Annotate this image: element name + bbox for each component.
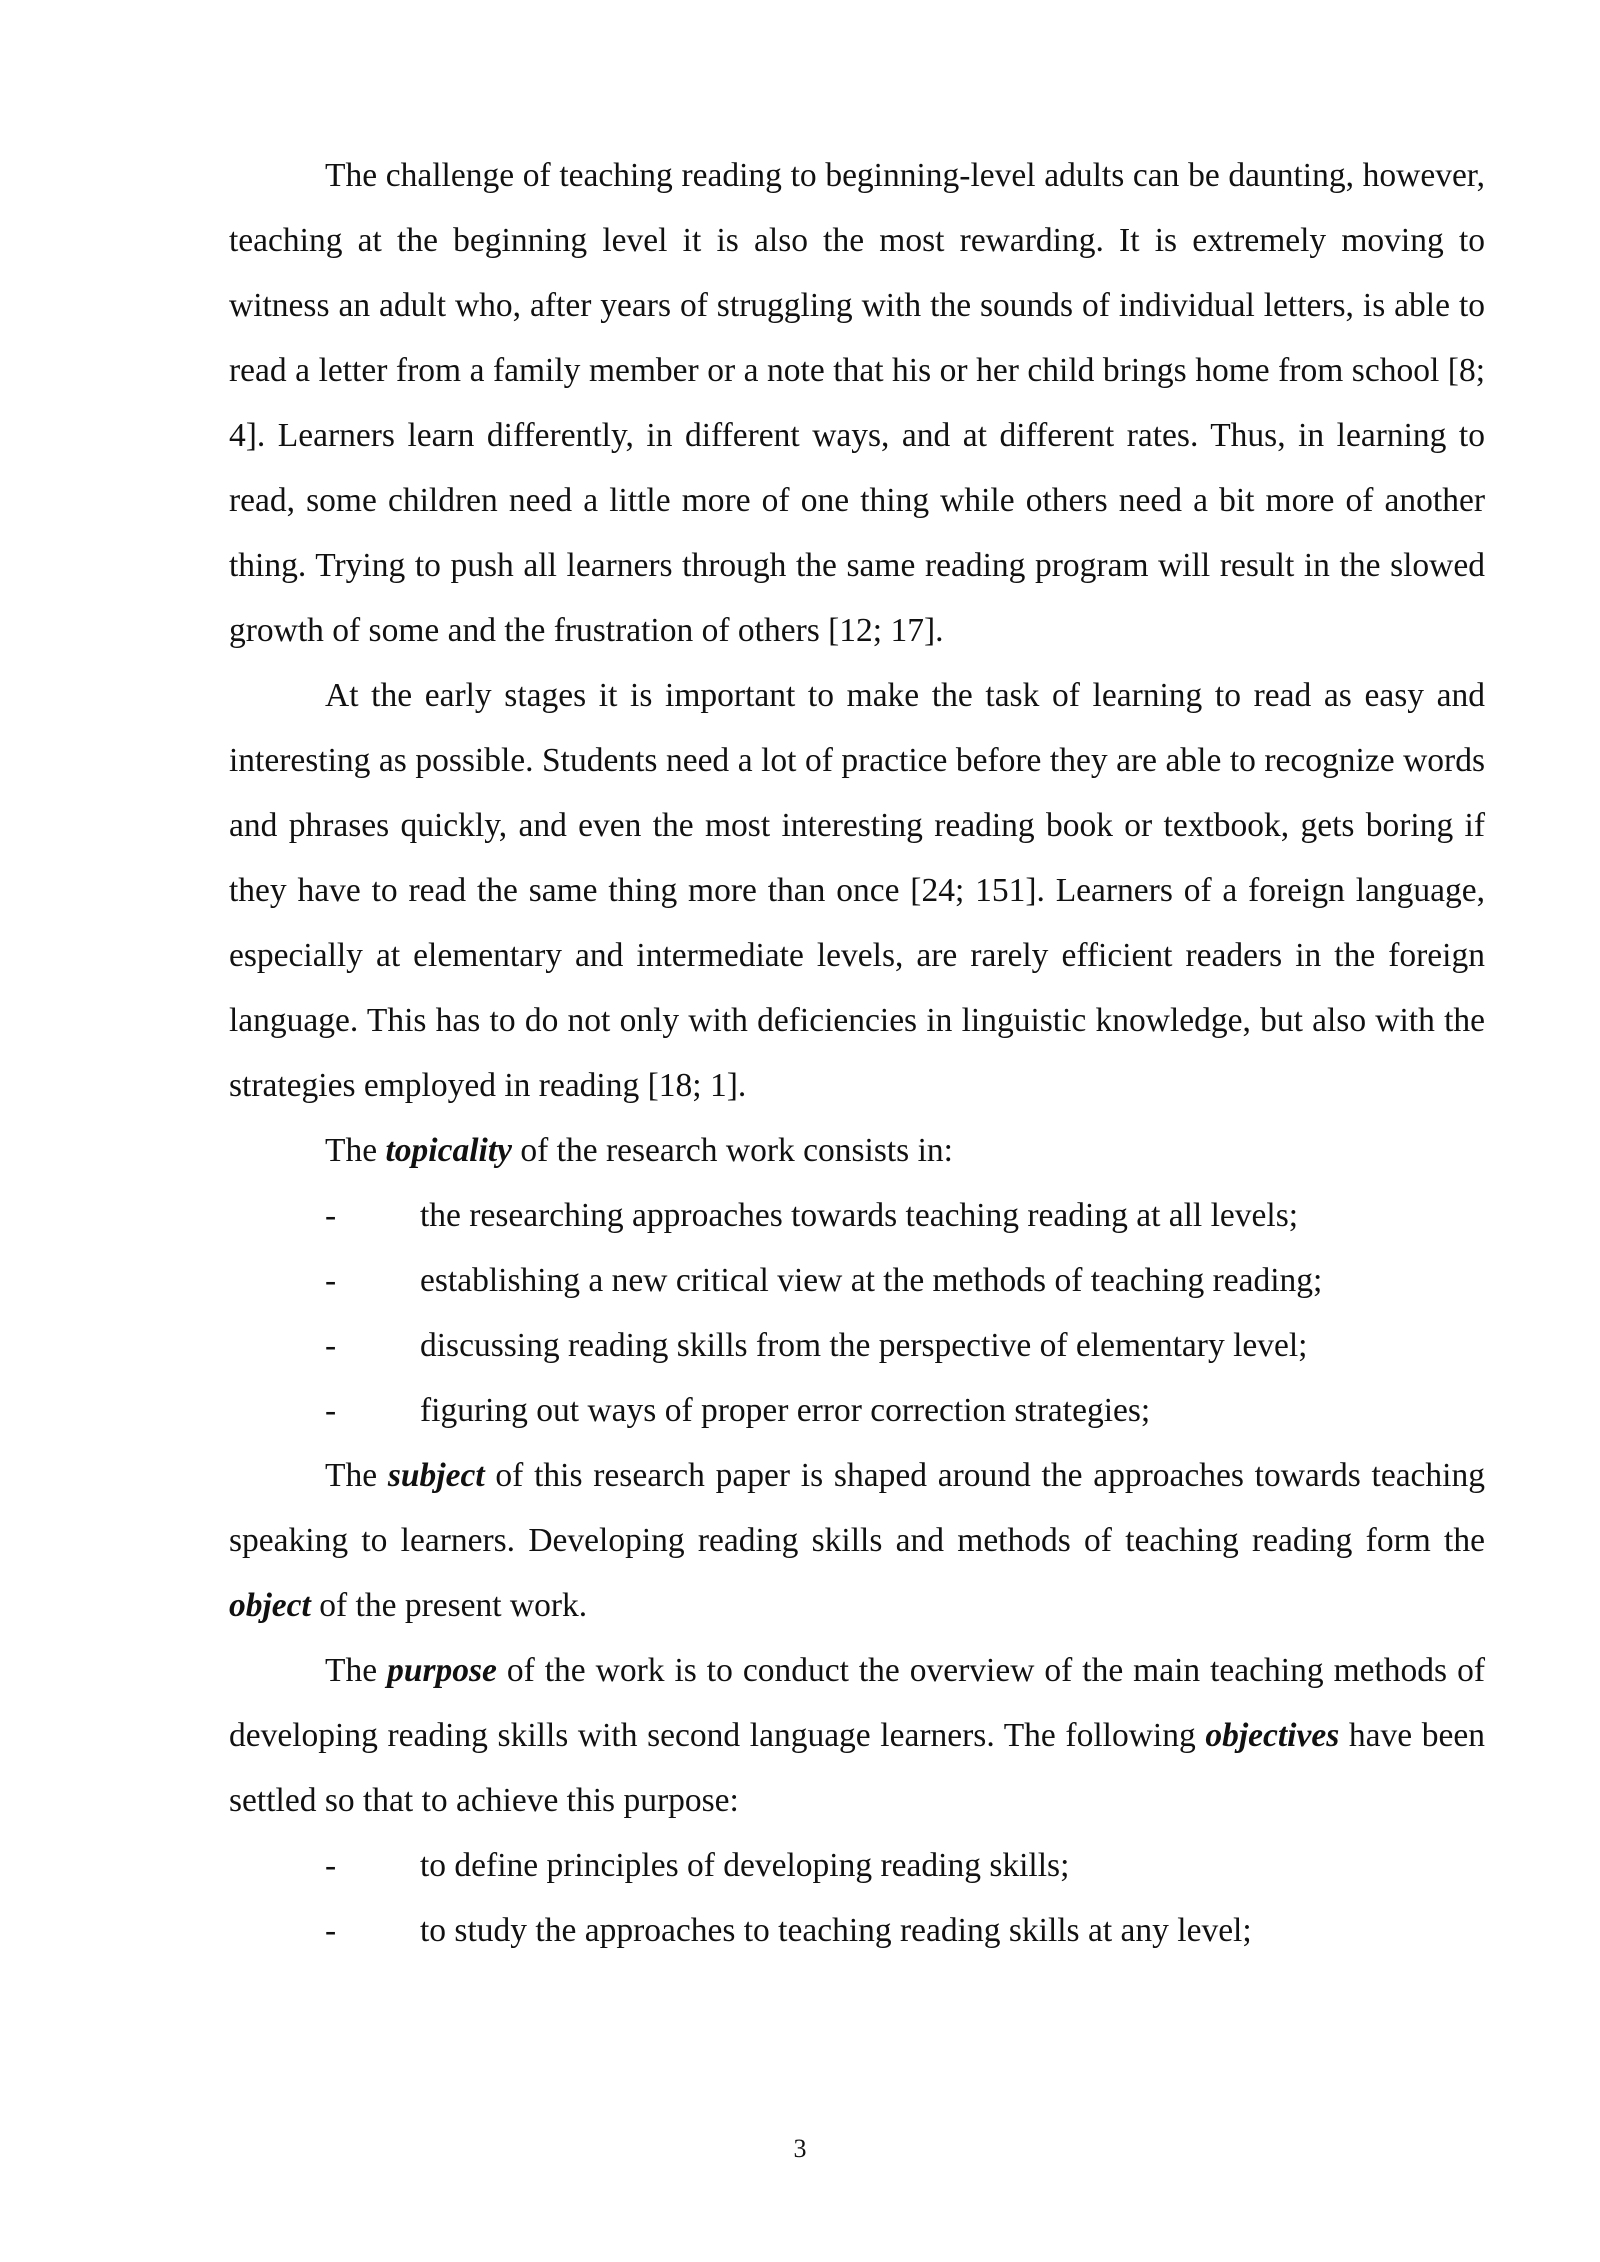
topicality-rest: of the research work consists in: — [512, 1132, 953, 1169]
list-dash: - — [325, 1912, 337, 1949]
page-number: 3 — [793, 2134, 807, 2163]
topicality-lead: The — [325, 1132, 386, 1169]
list-item-text: to study the approaches to teaching reading skills at any level; — [420, 1912, 1252, 1949]
list-dash: - — [325, 1392, 337, 1429]
list-item — [229, 1183, 1485, 1248]
subject-rest: of the present work. — [310, 1587, 588, 1624]
topicality-term: topicality — [385, 1132, 512, 1169]
topicality-list — [229, 1183, 1485, 1443]
paragraph-topicality — [229, 1118, 1485, 1183]
list-item-text: establishing a new critical view at the methods of teaching reading; — [420, 1262, 1323, 1299]
paragraph-early-stages: At the early stages it is important to make the task of learning to read as easy and interesting as possible. Students need a lot of practice before they are able to recognize words and phrases quickly, and even the most interesting reading book or textbook, gets boring if they have to read the same thing more than once [24; 151]. Learners of a foreign language, especially at elementary and intermediate levels, are rarely efficient readers in the foreign language. This has to do not only with deficiencies in linguistic knowledge, but also with the strategies employed in reading [18; 1]. — [229, 677, 1485, 1104]
paragraph-intro: The challenge of teaching reading to beginning-level adults can be daunting, however, teaching at the beginning level it is also the most rewarding. It is extremely moving to witness an adult who, after years of struggling with the sounds of individual letters, is able to read a letter from a family member or a note that his or her child brings home from school [8; 4]. Learners learn differently, in different ways, and at different rates. Thus, in learning to read, some children need a little more of one thing while others need a bit more of another thing. Trying to push all learners through the same reading program will result in the slowed growth of some and the frustration of others [12; 17]. — [229, 157, 1485, 649]
list-item — [229, 1248, 1485, 1313]
list-item-text: figuring out ways of proper error correction strategies; — [420, 1392, 1151, 1429]
list-item — [229, 1378, 1485, 1443]
purpose-rest: have been settled so that to achieve this purpose: — [229, 1717, 1485, 1819]
object-term: object — [229, 1587, 311, 1624]
objectives-list — [229, 1833, 1485, 1963]
list-dash: - — [325, 1327, 337, 1364]
subject-lead: The — [325, 1457, 388, 1494]
subject-middle: of this research paper is shaped around the approaches towards teaching speaking to learners. Developing reading skills and methods of teaching reading form the — [229, 1457, 1485, 1559]
purpose-lead: The — [325, 1652, 388, 1689]
list-dash: - — [325, 1197, 337, 1234]
list-item-text: to define principles of developing reading skills; — [420, 1847, 1070, 1884]
list-item — [229, 1833, 1485, 1898]
objectives-term: objectives — [1205, 1717, 1340, 1754]
list-item-text: discussing reading skills from the perspective of elementary level; — [420, 1327, 1308, 1364]
purpose-middle: of the work is to conduct the overview of the main teaching methods of developing reading skills with second language learners. The following — [229, 1652, 1485, 1754]
list-item-text: the researching approaches towards teaching reading at all levels; — [420, 1197, 1299, 1234]
page-body — [229, 143, 1485, 1963]
paragraph-purpose — [229, 1638, 1485, 1833]
list-item — [229, 1898, 1485, 1963]
list-dash: - — [325, 1847, 337, 1884]
subject-term: subject — [387, 1457, 485, 1494]
paragraph-subject — [229, 1443, 1485, 1638]
purpose-term: purpose — [387, 1652, 497, 1689]
list-item — [229, 1313, 1485, 1378]
list-dash: - — [325, 1262, 337, 1299]
